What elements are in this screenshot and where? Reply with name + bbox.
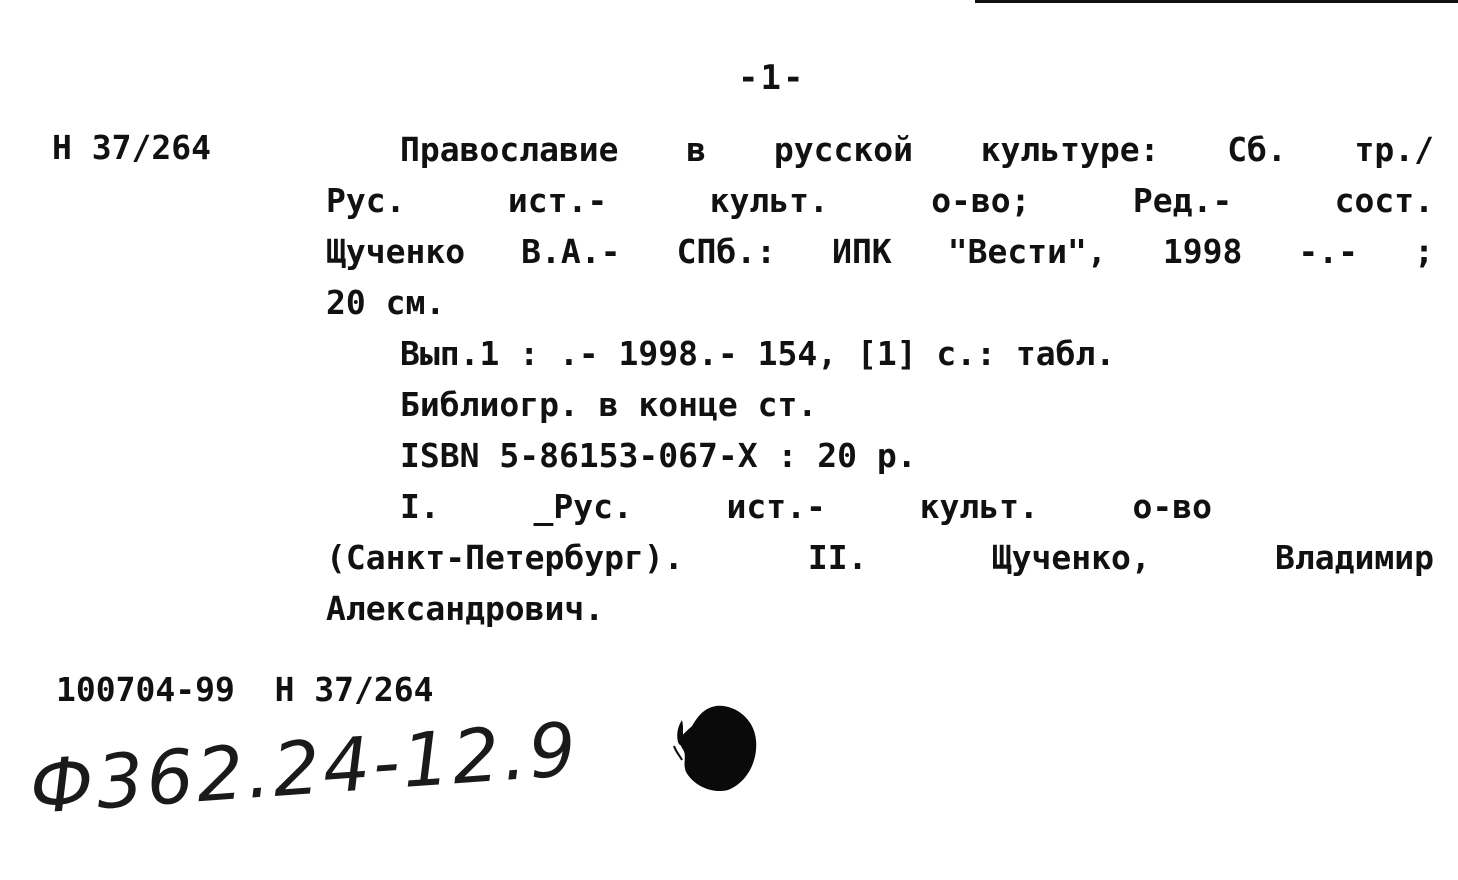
added-entries-line-1: I. _Рус. ист.- культ. о-во <box>400 487 1212 526</box>
accession-shelf-mark: Н 37/264 <box>274 670 434 709</box>
accession-number: 100704-99 <box>56 670 235 709</box>
title-line-3: Щученко В.А.- СПб.: ИПК "Вести", 1998 -.- ; <box>326 232 1434 271</box>
bibliographic-entry <box>326 124 1434 634</box>
handwritten-classification-code: Ф362.24-12.9 <box>27 706 582 831</box>
title-line-4: 20 см. <box>326 283 446 322</box>
added-entries-line-3: Александрович. <box>326 589 605 628</box>
bibliography-note: Библиогр. в конце ст. <box>400 385 818 424</box>
title-line-2: Рус. ист.- культ. о-во; Ред.- сост. <box>326 181 1434 220</box>
issue-line: Вып.1 : .- 1998.- 154, [1] с.: табл. <box>400 334 1116 373</box>
added-entries-line-2: (Санкт-Петербург). II. Щученко, Владимир <box>326 538 1434 577</box>
shelf-mark: Н 37/264 <box>52 128 211 167</box>
isbn-line: ISBN 5-86153-067-X : 20 р. <box>400 436 917 475</box>
page-number: -1- <box>738 58 806 98</box>
accession-row <box>56 670 434 709</box>
title-line-1: Православие в русской культуре: Сб. тр./ <box>400 130 1434 169</box>
top-border-line <box>975 0 1458 3</box>
ink-blot <box>672 702 758 794</box>
